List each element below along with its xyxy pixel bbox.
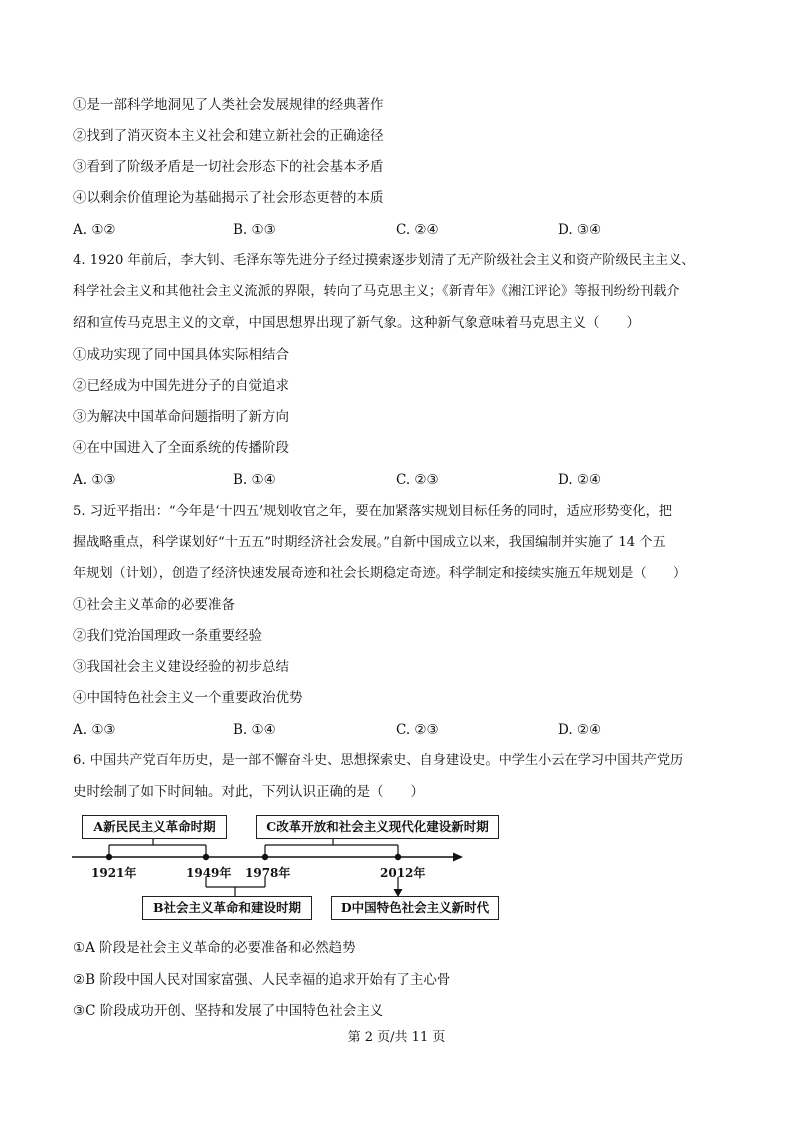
timeline-year-1978: 1978年 — [245, 866, 291, 880]
q6-statement-2: ②B 阶段中国人民对国家富强、人民幸福的追求开始有了主心骨 — [73, 972, 451, 988]
timeline-box-c: C改革开放和社会主义现代化建设新时期 — [256, 815, 499, 839]
q5-stem-line-3: 年规划（计划），创造了经济快速发展奇迹和社会长期稳定奇迹。科学制定和接续实施五年规划是（ ） — [73, 566, 687, 581]
q5-option-c: C. ②③ — [396, 722, 439, 738]
q3-statement-2: ②找到了消灭资本主义社会和建立新社会的正确途径 — [73, 128, 384, 144]
timeline-dot-2012 — [395, 854, 401, 860]
timeline-box-a: A新民民主义革命时期 — [82, 815, 227, 839]
q5-statement-1: ①社会主义革命的必要准备 — [73, 597, 235, 613]
q6-stem-line-2: 史时绘制了如下时间轴。对此，下列认识正确的是（ ） — [73, 784, 424, 800]
timeline-year-1921: 1921年 — [91, 866, 137, 880]
q6-stem-line-1: 6. 中国共产党百年历史，是一部不懈奋斗史、思想探索史、自身建设史。中学生小云在学习中国共产党历 — [73, 753, 684, 768]
q5-option-b: B. ①④ — [233, 722, 276, 738]
q5-statement-4: ④中国特色社会主义一个重要政治优势 — [73, 690, 303, 706]
timeline-dot-1978 — [262, 854, 268, 860]
q4-stem-line-1: 4. 1920 年前后，李大钊、毛泽东等先进分子经过摸索逐步划清了无产阶级社会主义和资产阶级民主主义、 — [73, 253, 695, 268]
q4-option-a: A. ①③ — [73, 472, 116, 488]
q3-statement-1: ①是一部科学地洞见了人类社会发展规律的经典著作 — [73, 97, 384, 113]
page-footer: 第 2 页/共 11 页 — [347, 1030, 446, 1045]
timeline-box-d: D中国特色社会主义新时代 — [331, 896, 499, 920]
q5-stem-line-1: 5. 习近平指出：“今年是‘十四五’规划收官之年，要在加紧落实规划目标任务的同时，适应形势变化，把 — [73, 504, 672, 519]
q3-option-c: C. ②④ — [396, 222, 439, 238]
timeline-dot-1949 — [203, 854, 209, 860]
timeline-arrow — [453, 853, 463, 862]
q4-statement-2: ②已经成为中国先进分子的自觉追求 — [73, 378, 289, 394]
q5-statement-2: ②我们党治国理政一条重要经验 — [73, 628, 262, 644]
q5-option-a: A. ①③ — [73, 722, 116, 738]
q3-option-a: A. ①② — [73, 222, 116, 238]
q5-option-d: D. ②④ — [558, 722, 602, 738]
q4-statement-1: ①成功实现了同中国具体实际相结合 — [73, 347, 289, 363]
q4-stem-line-2: 科学社会主义和其他社会主义流派的界限，转向了马克思主义；《新青年》《湘江评论》等报刊纷纷刊载介 — [73, 284, 680, 299]
timeline-dot-1921 — [106, 854, 112, 860]
q4-option-b: B. ①④ — [233, 472, 276, 488]
q6-statement-1: ①A 阶段是社会主义革命的必要准备和必然趋势 — [73, 940, 356, 956]
q3-statement-4: ④以剩余价值理论为基础揭示了社会形态更替的本质 — [73, 190, 384, 206]
q5-statement-3: ③我国社会主义建设经验的初步总结 — [73, 659, 289, 675]
q4-option-d: D. ②④ — [558, 472, 602, 488]
q4-option-c: C. ②③ — [396, 472, 439, 488]
q6-statement-3: ③C 阶段成功开创、坚持和发展了中国特色社会主义 — [73, 1003, 384, 1019]
q3-statement-3: ③看到了阶级矛盾是一切社会形态下的社会基本矛盾 — [73, 159, 384, 175]
timeline-year-2012: 2012年 — [380, 866, 426, 880]
q3-option-d: D. ③④ — [558, 222, 602, 238]
q4-statement-4: ④在中国进入了全面系统的传播阶段 — [73, 440, 289, 456]
q4-statement-3: ③为解决中国革命问题指明了新方向 — [73, 409, 289, 425]
q5-stem-line-2: 握战略重点，科学谋划好“十五五”时期经济社会发展。”自新中国成立以来，我国编制并实施了 14 个五 — [73, 535, 666, 550]
timeline-year-1949: 1949年 — [186, 866, 232, 880]
q3-option-b: B. ①③ — [233, 222, 276, 238]
timeline-box-b: B社会主义革命和建设时期 — [142, 896, 312, 920]
q4-stem-line-3: 绍和宣传马克思主义的文章，中国思想界出现了新气象。这种新气象意味着马克思主义（ ） — [73, 315, 640, 331]
